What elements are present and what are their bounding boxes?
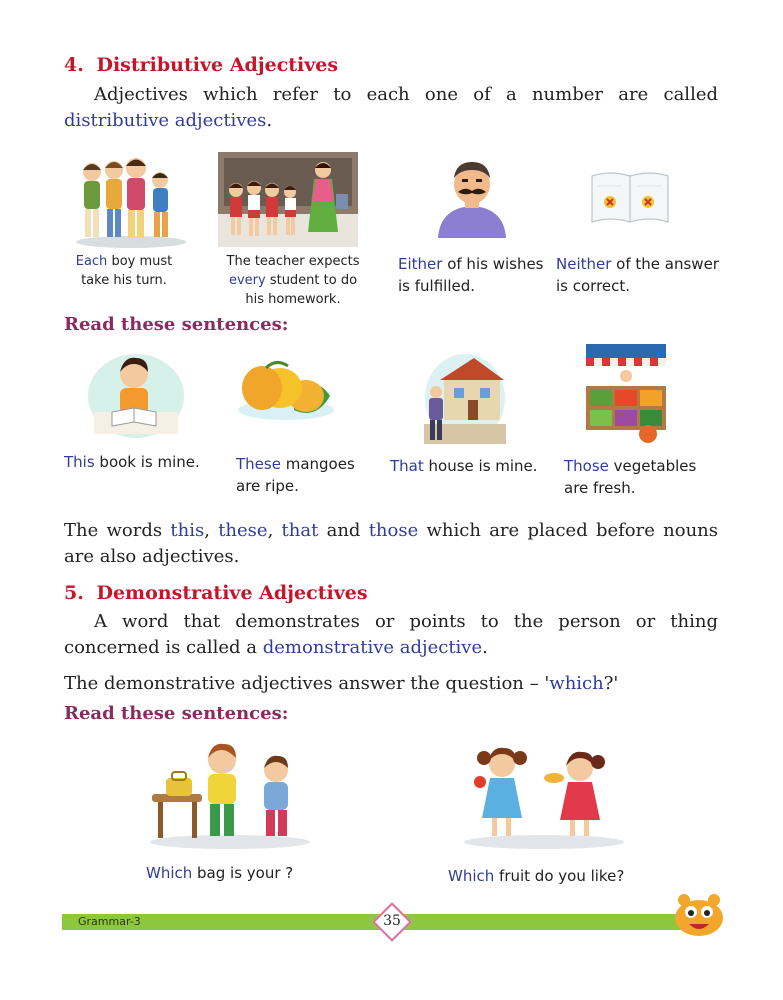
- section-5-heading: [64, 582, 368, 604]
- page-number: 35: [383, 913, 401, 929]
- section-number: 5.: [64, 582, 84, 604]
- caption-this: This book is mine.: [64, 453, 200, 471]
- caption-each: Each boy must take his turn.: [75, 254, 173, 288]
- vegetable-stall-illustration: [582, 342, 670, 444]
- intro-end: .: [266, 110, 273, 131]
- section-5-intro: A word that demonstrates or points to the person or thing concerned is called a demonstrative adjective.: [64, 611, 718, 658]
- question-line: The demonstrative adjectives answer the question – 'which?': [64, 673, 619, 694]
- open-book-illustration: [590, 170, 670, 226]
- boys-bag-illustration: [148, 738, 313, 850]
- boys-in-line-illustration: [74, 150, 189, 250]
- intro-highlight: distributive adjectives: [64, 110, 267, 131]
- caption-that: That house is mine.: [390, 457, 538, 475]
- teacher-students-illustration: [218, 152, 358, 247]
- intro-text: Adjectives which refer to each one of a number are called: [94, 84, 718, 105]
- girls-fruit-illustration: [462, 738, 627, 850]
- mangoes-illustration: [236, 354, 336, 424]
- section-number: 4.: [64, 54, 84, 76]
- section-4-intro: [64, 82, 718, 134]
- caption-neither: Neither of the answer is correct.: [556, 255, 719, 295]
- boy-reading-illustration: [86, 346, 186, 440]
- mascot-illustration: [672, 892, 726, 938]
- section-4-heading: [64, 54, 338, 76]
- words-paragraph: The words this, these, that and those which are placed before nouns are also adjectives.: [64, 520, 718, 567]
- caption-which-bag: Which bag is your ?: [146, 864, 294, 882]
- house-man-illustration: [424, 346, 506, 444]
- caption-those: Those vegetables are fresh.: [564, 457, 697, 497]
- man-moustache-illustration: [432, 156, 512, 238]
- caption-every: The teacher expects every student to do his homework.: [226, 254, 360, 307]
- read-heading-1: Read these sentences:: [64, 314, 289, 335]
- caption-these: These mangoes are ripe.: [236, 455, 355, 495]
- caption-either: Either of his wishes is fulfilled.: [398, 255, 544, 295]
- footer-book-label: Grammar-3: [78, 915, 141, 928]
- section-title: Distributive Adjectives: [96, 54, 339, 76]
- caption-which-fruit: Which fruit do you like?: [448, 867, 625, 885]
- read-heading-2: Read these sentences:: [64, 703, 289, 724]
- section-title: Demonstrative Adjectives: [96, 582, 368, 604]
